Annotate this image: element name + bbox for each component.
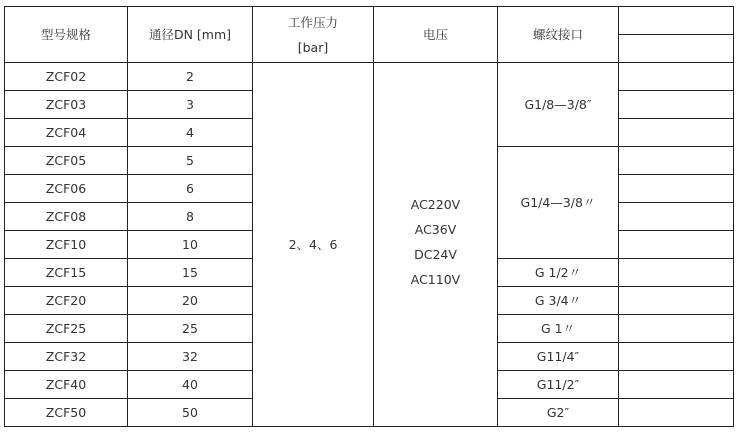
empty-cell [619,175,734,203]
cell-pressure: 2、4、6 [253,63,374,427]
cell-dn: 4 [128,119,253,147]
header-pressure-unit: [bar] [297,39,329,55]
empty-cell [619,315,734,343]
voltage-ac110: AC110V [410,271,461,287]
cell-thread: G1/8—3/8″ [498,63,619,147]
voltage-dc24: DC24V [414,246,457,262]
empty-cell [619,63,734,91]
cell-model: ZCF05 [5,147,128,175]
cell-model: ZCF08 [5,203,128,231]
cell-thread: G 1/2〃 [498,259,619,287]
cell-dn: 6 [128,175,253,203]
empty-cell [619,343,734,371]
cell-dn: 40 [128,371,253,399]
empty-cell [619,371,734,399]
cell-thread: G2″ [498,399,619,427]
cell-dn: 5 [128,147,253,175]
cell-dn: 20 [128,287,253,315]
header-voltage: 电压 [374,7,498,63]
empty-cell [619,399,734,427]
empty-cell [619,147,734,175]
header-dn: 通径DN [mm] [128,7,253,63]
cell-thread: G1/4—3/8〃 [498,147,619,259]
cell-dn: 25 [128,315,253,343]
cell-model: ZCF04 [5,119,128,147]
cell-thread: G11/4″ [498,343,619,371]
voltage-ac220: AC220V [410,196,461,212]
cell-model: ZCF02 [5,63,128,91]
cell-dn: 3 [128,91,253,119]
empty-cell [619,119,734,147]
cell-model: ZCF06 [5,175,128,203]
header-pressure [253,7,374,63]
cell-model: ZCF25 [5,315,128,343]
empty-cell [619,7,734,35]
cell-thread: G 1〃 [498,315,619,343]
cell-model: ZCF10 [5,231,128,259]
empty-cell [619,35,734,63]
header-pressure-title: 工作压力 [287,14,338,30]
cell-model: ZCF40 [5,371,128,399]
cell-model: ZCF50 [5,399,128,427]
cell-model: ZCF32 [5,343,128,371]
empty-cell [619,91,734,119]
spec-table [4,6,734,427]
cell-dn: 32 [128,343,253,371]
cell-dn: 50 [128,399,253,427]
cell-model: ZCF20 [5,287,128,315]
header-model: 型号规格 [5,7,128,63]
cell-voltage [374,63,498,427]
empty-cell [619,259,734,287]
empty-cell [619,203,734,231]
cell-model: ZCF03 [5,91,128,119]
cell-model: ZCF15 [5,259,128,287]
voltage-ac36: AC36V [414,221,457,237]
cell-thread: G 3/4〃 [498,287,619,315]
header-thread: 螺纹接口 [498,7,619,63]
cell-thread: G11/2″ [498,371,619,399]
empty-cell [619,231,734,259]
cell-dn: 10 [128,231,253,259]
empty-cell [619,287,734,315]
cell-dn: 15 [128,259,253,287]
cell-dn: 2 [128,63,253,91]
cell-dn: 8 [128,203,253,231]
